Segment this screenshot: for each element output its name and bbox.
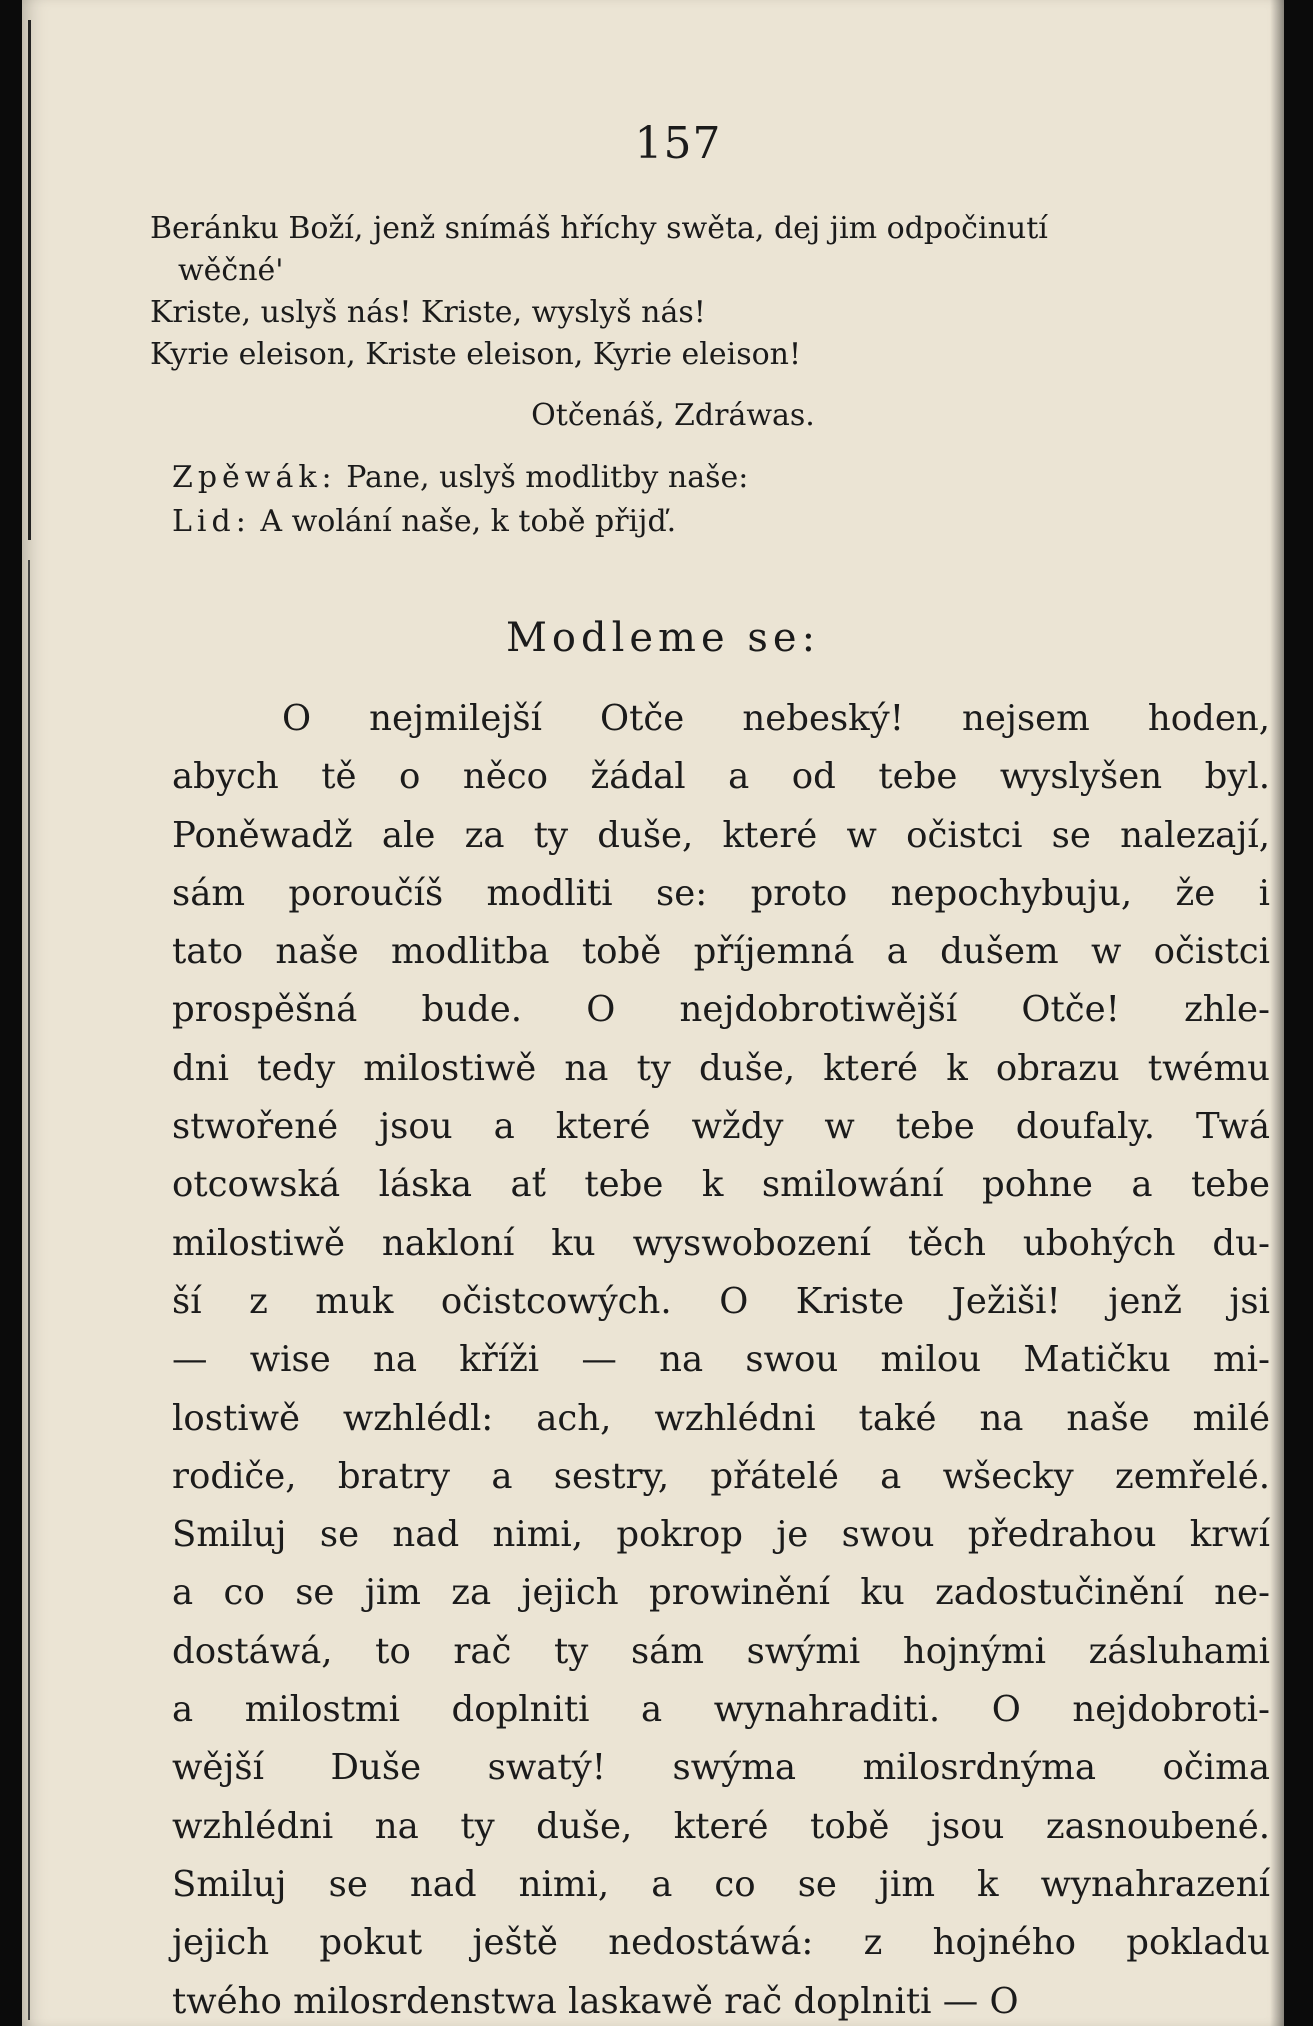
litany-line: wěčné' (178, 253, 284, 288)
section-heading: Modleme se: (505, 615, 821, 661)
prayer-line: twého milosrdenstwa laskawě rač doplniti — O (172, 1980, 1019, 2022)
prayer-line: jejich pokut ještě nedostáwá: z hojného pokladu (172, 1922, 1270, 1964)
prayer-line: milostiwě nakloní ku wyswobození těch ubohých du- (172, 1222, 1270, 1264)
prayer-line: rodiče, bratry a sestry, přátelé a wšecky zemřelé. (172, 1455, 1270, 1497)
prayer-line: wější Duše swatý! swýma milosrdnýma očima (172, 1747, 1270, 1789)
prayer-line: ší z muk očistcowých. O Kriste Ježiši! jenž jsi (172, 1280, 1270, 1322)
prayer-line: dni tedy milostiwě na ty duše, které k obrazu twému (172, 1047, 1270, 1089)
page-edge-shadow (1270, 0, 1284, 2026)
prayer-line: Smiluj se nad nimi, pokrop je swou předrahou krwí (172, 1514, 1270, 1556)
versicle-text: Pane, uslyš modlitby naše: (346, 460, 749, 495)
versicle-speaker: Zpěwák: (172, 460, 337, 495)
prayer-line: prospěšná bude. O nejdobrotiwější Otče! zhle- (172, 989, 1270, 1031)
litany-line: Kyrie eleison, Kriste eleison, Kyrie eleison! (150, 337, 802, 372)
prayer-line: sám poroučíš modliti se: proto nepochybuju, že i (172, 872, 1270, 914)
prayer-line: a milostmi doplniti a wynahraditi. O nejdobroti- (172, 1689, 1270, 1731)
versicle (172, 456, 1272, 500)
prayer-body (172, 690, 1270, 2026)
litany-line: Beránku Boží, jenž snímáš hříchy swěta, dej jim odpočinutí (150, 211, 1048, 246)
litany-line: Kriste, uslyš nás! Kriste, wyslyš nás! (150, 295, 706, 330)
prayer-line: otcowská láska ať tebe k smilowání pohne a tebe (172, 1164, 1270, 1206)
prayer-line: Smiluj se nad nimi, a co se jim k wynahrazení (172, 1863, 1270, 1905)
prayer-line: Poněwadž ale za ty duše, které w očistci se nalezají, (172, 814, 1270, 856)
gutter-edge (28, 20, 31, 540)
gutter-edge-lower (28, 560, 30, 2020)
prayers-named: Otčenáš, Zdráwas. (531, 398, 815, 433)
prayer-line: a co se jim za jejich prowinění ku zadostučinění ne- (172, 1572, 1270, 1614)
prayer-line: dostáwá, to rač ty sám swými hojnými zásluhami (172, 1630, 1270, 1672)
book-page (22, 0, 1284, 2026)
prayer-line: — wise na kříži — na swou milou Matičku mi- (172, 1339, 1270, 1381)
prayer-line: tato naše modlitba tobě příjemná a dušem w očistci (172, 931, 1270, 973)
page-number: 157 (634, 118, 722, 169)
prayer-line: stwořené jsou a které wždy w tebe doufaly. Twá (172, 1106, 1270, 1148)
prayer-line: O nejmilejší Otče nebeský! nejsem hoden, (282, 698, 1270, 739)
response-speaker: Lid: (172, 504, 251, 539)
prayer-line: wzhlédni na ty duše, které tobě jsou zasnoubené. (172, 1805, 1270, 1847)
litany-opening (150, 208, 1270, 376)
prayer-line: abych tě o něco žádal a od tebe wyslyšen byl. (172, 756, 1270, 798)
prayer-line: lostiwě wzhlédl: ach, wzhlédni také na naše milé (172, 1397, 1270, 1439)
response-text: A wolání naše, k tobě přijď. (260, 504, 677, 539)
response (172, 500, 1272, 544)
